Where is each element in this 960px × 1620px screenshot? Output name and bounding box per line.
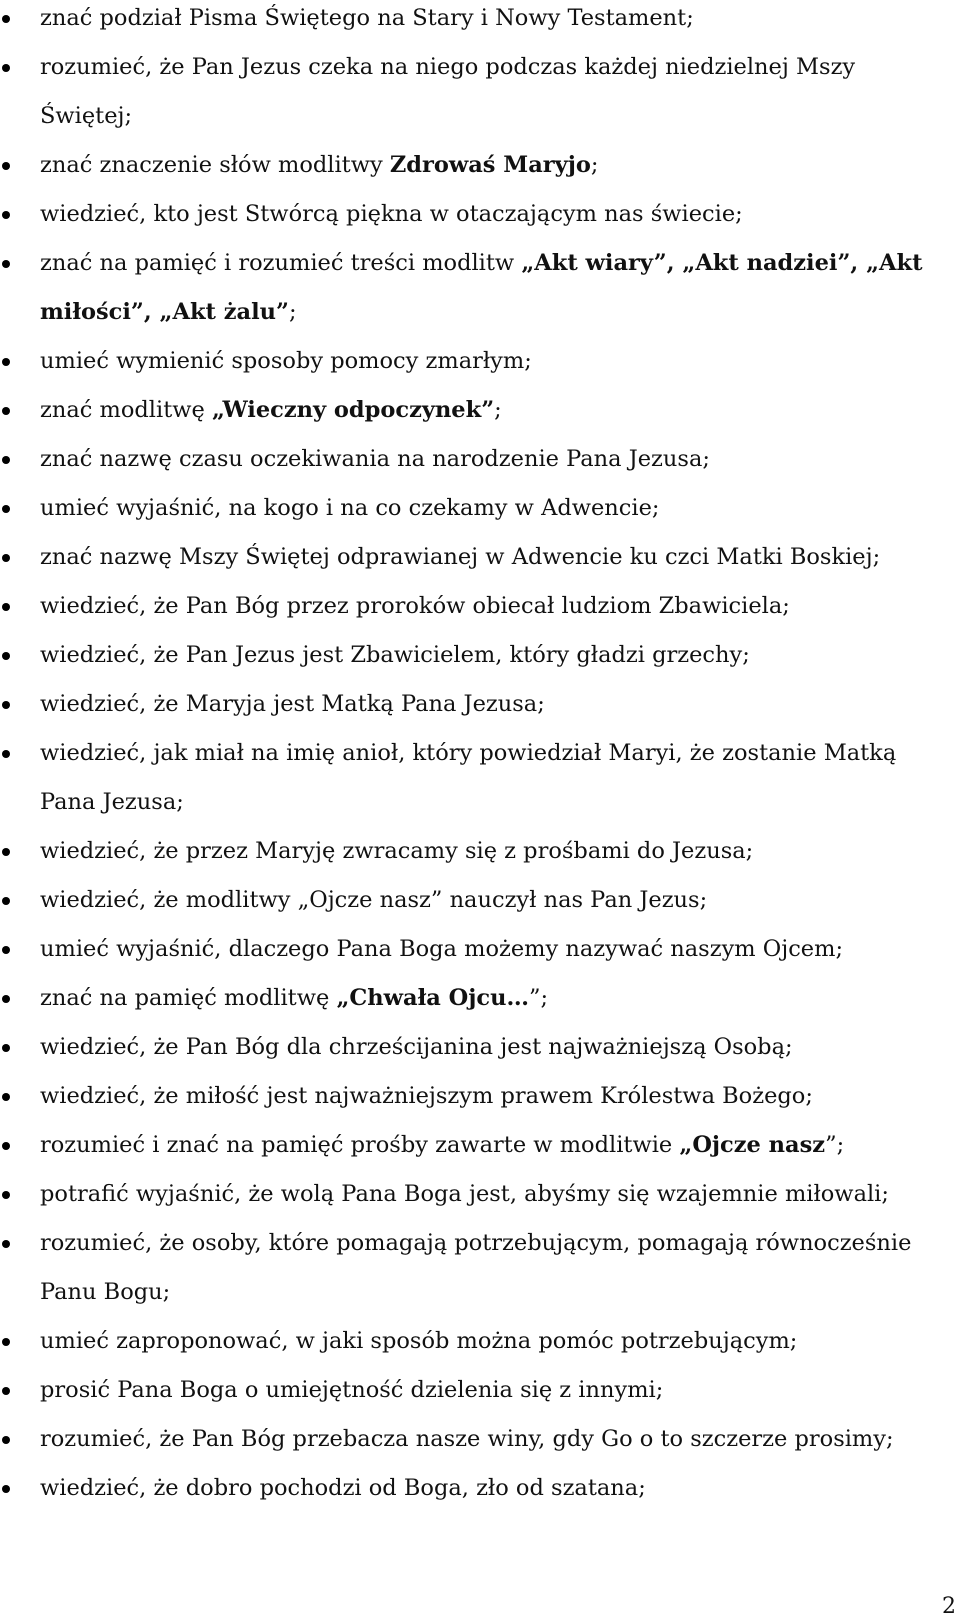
bullet-icon (2, 995, 10, 1003)
list-item-bold-text: Zdrowaś Maryjo (389, 152, 591, 178)
list-item-text: rozumieć i znać na pamięć prośby zawarte w modlitwie (40, 1132, 680, 1158)
bullet-icon (2, 897, 10, 905)
list-item-text: prosić Pana Boga o umiejętność dzielenia się z innymi; (40, 1377, 664, 1403)
list-item (0, 974, 940, 1023)
bullet-icon (2, 260, 10, 268)
list-item-text: wiedzieć, że miłość jest najważniejszym prawem Królestwa Bożego; (40, 1083, 813, 1109)
bullet-icon (2, 554, 10, 562)
list-item-bold-text: „Chwała Ojcu… (336, 985, 529, 1011)
bullet-icon (2, 1044, 10, 1052)
list-item-text: znać nazwę czasu oczekiwania na narodzenie Pana Jezusa; (40, 446, 710, 472)
bullet-icon (2, 162, 10, 170)
list-item-text: znać na pamięć modlitwę (40, 985, 337, 1011)
list-item-text: potrafić wyjaśnić, że wolą Pana Boga jest, abyśmy się wzajemnie miłowali; (40, 1181, 889, 1207)
bullet-icon (2, 750, 10, 758)
list-item-text: umieć wyjaśnić, na kogo i na co czekamy w Adwencie; (40, 495, 660, 521)
bullet-icon (2, 701, 10, 709)
list-item (0, 141, 940, 190)
bullet-icon (2, 603, 10, 611)
bullet-icon (2, 1338, 10, 1346)
list-item (0, 386, 940, 435)
bullet-icon (2, 946, 10, 954)
list-item-text: ”; (528, 985, 549, 1011)
list-item (0, 1464, 940, 1513)
bullet-icon (2, 1240, 10, 1248)
bullet-icon (2, 407, 10, 415)
list-item-text: rozumieć, że osoby, które pomagają potrzebującym, pomagają równocześnie Panu Bogu; (40, 1230, 912, 1305)
list-item-text: umieć wyjaśnić, dlaczego Pana Boga możemy nazywać naszym Ojcem; (40, 936, 844, 962)
list-item (0, 533, 940, 582)
bullet-icon (2, 848, 10, 856)
bullet-icon (2, 1387, 10, 1395)
list-item (0, 1170, 940, 1219)
bullet-icon (2, 1436, 10, 1444)
list-item-text: znać modlitwę (40, 397, 212, 423)
list-item (0, 0, 940, 43)
list-item-text: znać podział Pisma Świętego na Stary i Nowy Testament; (40, 5, 694, 31)
list-item (0, 631, 940, 680)
list-item (0, 729, 940, 827)
list-item-bold-text: „Ojcze nasz (679, 1132, 826, 1158)
list-item-text: wiedzieć, że Pan Jezus jest Zbawicielem, który gładzi grzechy; (40, 642, 750, 668)
list-item (0, 1415, 940, 1464)
list-item-text: rozumieć, że Pan Jezus czeka na niego podczas każdej niedzielnej Mszy Świętej; (40, 54, 856, 129)
bullet-icon (2, 358, 10, 366)
list-item-text: umieć zaproponować, w jaki sposób można pomóc potrzebującym; (40, 1328, 798, 1354)
list-item-text: wiedzieć, kto jest Stwórcą piękna w otaczającym nas świecie; (40, 201, 743, 227)
bullet-icon (2, 15, 10, 23)
list-item-bold-text: „Akt wiary”, „Akt nadziei”, „Akt miłości”, „Akt żalu” (40, 250, 923, 325)
list-item (0, 1121, 940, 1170)
bullet-icon (2, 1142, 10, 1150)
list-item (0, 239, 940, 337)
list-item (0, 1023, 940, 1072)
list-item-text: wiedzieć, że Maryja jest Matką Pana Jezusa; (40, 691, 545, 717)
list-item (0, 190, 940, 239)
list-item (0, 1072, 940, 1121)
list-item (0, 484, 940, 533)
page-number: 2 (942, 1594, 956, 1619)
bullet-icon (2, 1093, 10, 1101)
list-item (0, 1317, 940, 1366)
list-item (0, 1366, 940, 1415)
list-item-bold-text: „Wieczny odpoczynek” (211, 397, 495, 423)
list-item-text: znać nazwę Mszy Świętej odprawianej w Adwencie ku czci Matki Boskiej; (40, 544, 881, 570)
list-item-text: ; (494, 397, 502, 423)
list-item (0, 876, 940, 925)
list-item-text: umieć wymienić sposoby pomocy zmarłym; (40, 348, 532, 374)
bullet-icon (2, 652, 10, 660)
list-item (0, 680, 940, 729)
list-item-text: ; (590, 152, 599, 178)
bullet-icon (2, 1191, 10, 1199)
list-item (0, 43, 940, 141)
list-item-text: wiedzieć, jak miał na imię anioł, który powiedział Maryi, że zostanie Matką Pana Jezusa; (40, 740, 897, 815)
list-item-text: znać znaczenie słów modlitwy (40, 152, 390, 178)
list-item-text: wiedzieć, że modlitwy „Ojcze nasz” nauczył nas Pan Jezus; (40, 887, 708, 913)
list-item (0, 337, 940, 386)
bullet-icon (2, 1485, 10, 1493)
bullet-icon (2, 505, 10, 513)
list-item-text: znać na pamięć i rozumieć treści modlitw (40, 250, 522, 276)
list-item (0, 1219, 940, 1317)
list-item-text: ”; (825, 1132, 845, 1158)
list-item-text: wiedzieć, że Pan Bóg dla chrześcijanina jest najważniejszą Osobą; (40, 1034, 793, 1060)
list-item (0, 925, 940, 974)
bullet-icon (2, 211, 10, 219)
list-item-text: wiedzieć, że dobro pochodzi od Boga, zło od szatana; (40, 1475, 646, 1501)
list-item (0, 582, 940, 631)
list-item-text: wiedzieć, że przez Maryję zwracamy się z prośbami do Jezusa; (40, 838, 754, 864)
list-item (0, 827, 940, 876)
bullet-icon (2, 64, 10, 72)
list-item (0, 435, 940, 484)
bullet-icon (2, 456, 10, 464)
list-item-text: rozumieć, że Pan Bóg przebacza nasze winy, gdy Go o to szczerze prosimy; (40, 1426, 894, 1452)
list-item-text: wiedzieć, że Pan Bóg przez proroków obiecał ludziom Zbawiciela; (40, 593, 790, 619)
list-item-text: ; (288, 299, 297, 325)
